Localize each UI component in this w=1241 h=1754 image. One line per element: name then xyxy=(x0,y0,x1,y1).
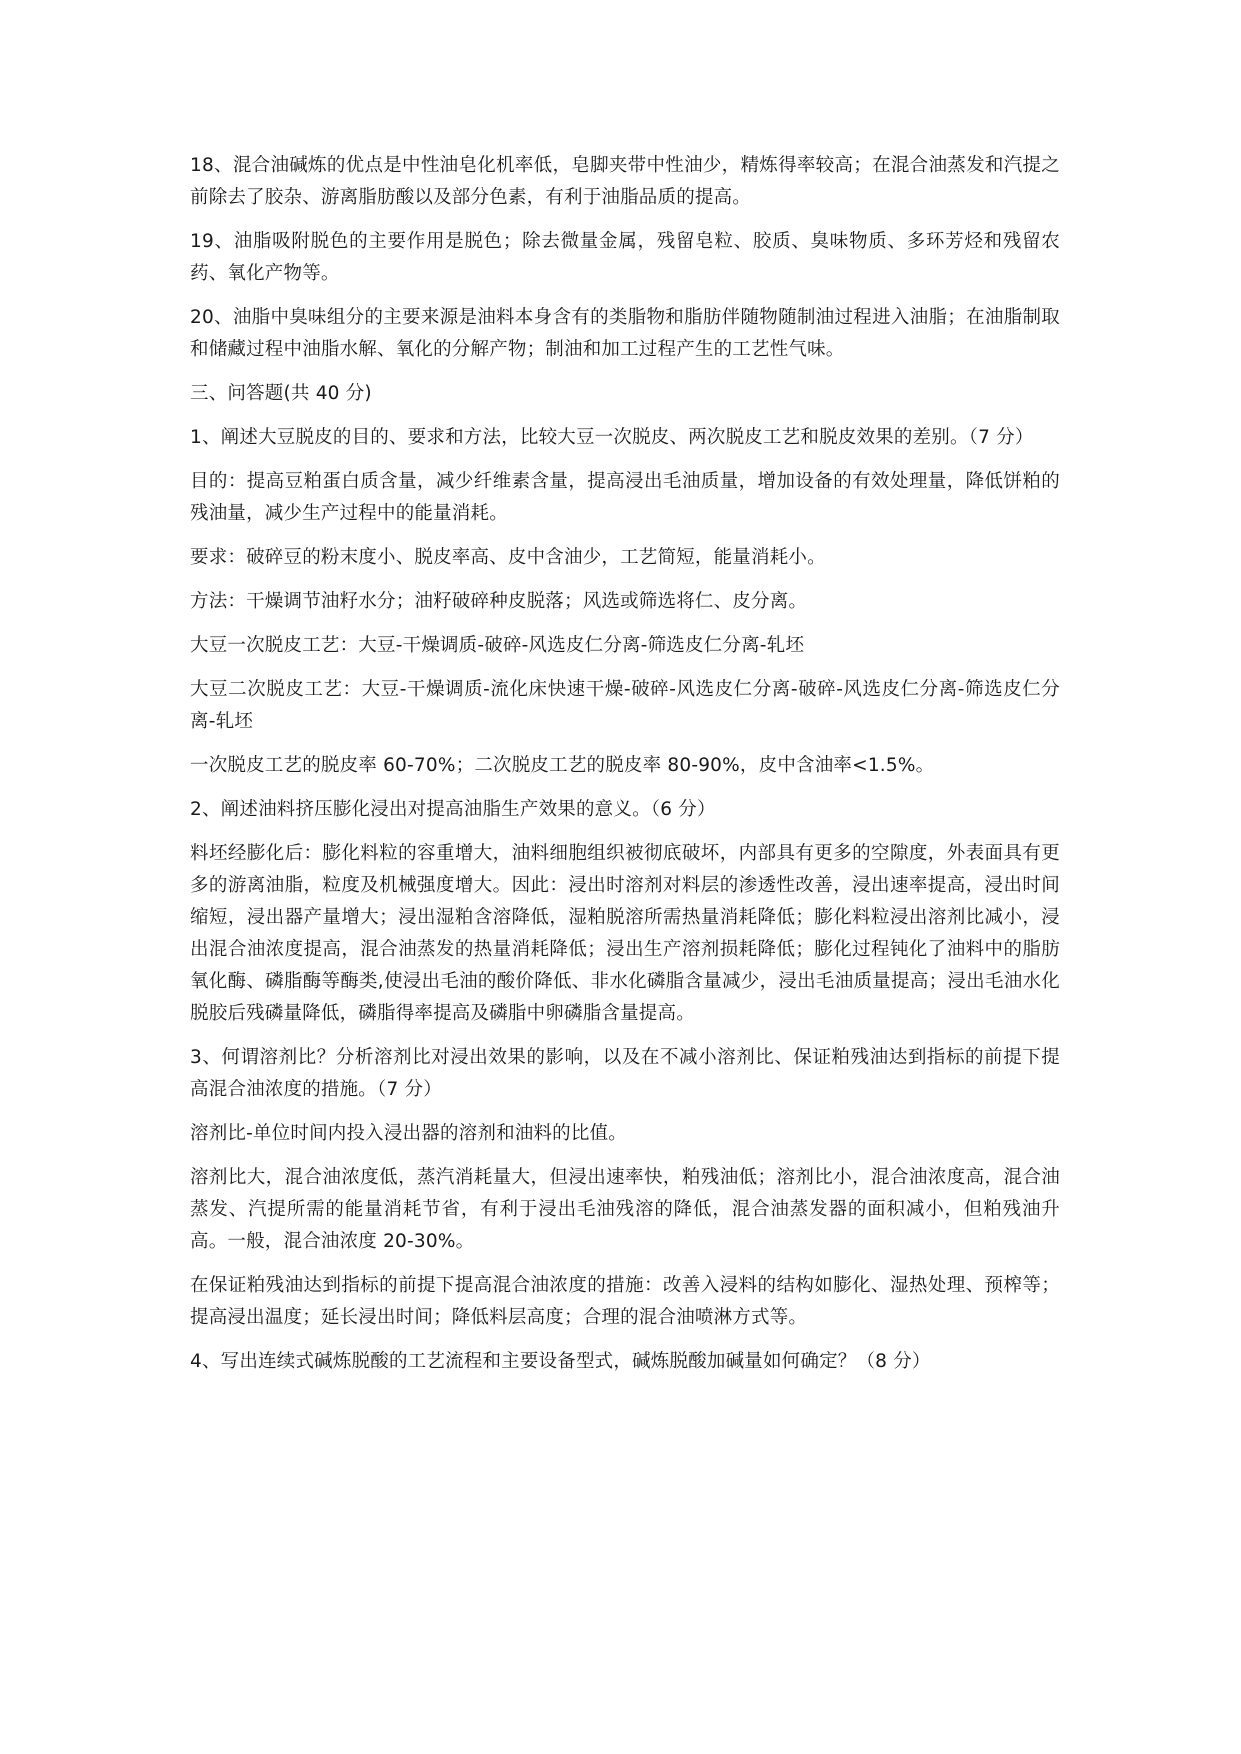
question-1: 1、阐述大豆脱皮的目的、要求和方法，比较大豆一次脱皮、两次脱皮工艺和脱皮效果的差别。（7 分） xyxy=(190,427,1034,448)
answer-1-requirements: 要求：破碎豆的粉末度小、脱皮率高、皮中含油少，工艺简短，能量消耗小。 xyxy=(190,547,826,568)
answer-2: 料坯经膨化后：膨化料粒的容重增大，油料细胞组织被彻底破坏，内部具有更多的空隙度，外表面具有更多的游离油脂，粒度及机械强度增大。因此：浸出时溶剂对料层的渗透性改善，浸出速率提高，浸出时间缩短，浸出器产量增大；浸出湿粕含溶降低，湿粕脱溶所需热量消耗降低；膨化料粒浸出溶剂比减小，浸出混合油浓度提高，混合油蒸发的热量消耗降低；浸出生产溶剂损耗降低；膨化过程钝化了油料中的脂肪氧化酶、磷脂酶等酶类,使浸出毛油的酸价降低、非水化磷脂含量减少，浸出毛油质量提高；浸出毛油水化脱胶后残磷量降低，磷脂得率提高及磷脂中卵磷脂含量提高。 xyxy=(190,843,1060,1024)
answer-1-purpose: 目的：提高豆粕蛋白质含量，减少纤维素含量，提高浸出毛油质量，增加设备的有效处理量，降低饼粕的残油量，减少生产过程中的能量消耗。 xyxy=(190,471,1060,524)
answer-1-method: 方法：干燥调节油籽水分；油籽破碎种皮脱落；风选或筛选将仁、皮分离。 xyxy=(190,591,808,612)
section-heading: 三、问答题(共 40 分) xyxy=(190,383,372,404)
answer-18: 18、混合油碱炼的优点是中性油皂化机率低，皂脚夹带中性油少，精炼得率较高；在混合油蒸发和汽提之前除去了胶杂、游离脂肪酸以及部分色素，有利于油脂品质的提高。 xyxy=(190,155,1060,208)
answer-3-measures: 在保证粕残油达到指标的前提下提高混合油浓度的措施：改善入浸料的结构如膨化、湿热处理、预榨等；提高浸出温度；延长浸出时间；降低料层高度；合理的混合油喷淋方式等。 xyxy=(190,1275,1060,1328)
answer-1-comparison: 一次脱皮工艺的脱皮率 60-70%；二次脱皮工艺的脱皮率 80-90%，皮中含油率<1.5%。 xyxy=(190,755,935,776)
answer-19: 19、油脂吸附脱色的主要作用是脱色；除去微量金属，残留皂粒、胶质、臭味物质、多环芳烃和残留农药、氧化产物等。 xyxy=(190,231,1060,284)
question-4: 4、写出连续式碱炼脱酸的工艺流程和主要设备型式，碱炼脱酸加碱量如何确定？（8 分） xyxy=(190,1351,931,1372)
answer-3-effect: 溶剂比大，混合油浓度低，蒸汽消耗量大，但浸出速率快，粕残油低；溶剂比小，混合油浓度高，混合油蒸发、汽提所需的能量消耗节省，有利于浸出毛油残溶的降低，混合油蒸发器的面积减小，但粕残油升高。一般，混合油浓度 20-30%。 xyxy=(190,1167,1060,1252)
answer-1-single-dehulling: 大豆一次脱皮工艺：大豆-干燥调质-破碎-风选皮仁分离-筛选皮仁分离-轧坯 xyxy=(190,635,805,656)
answer-3-definition: 溶剂比-单位时间内投入浸出器的溶剂和油料的比值。 xyxy=(190,1123,627,1144)
answer-20: 20、油脂中臭味组分的主要来源是油料本身含有的类脂物和脂肪伴随物随制油过程进入油脂；在油脂制取和储藏过程中油脂水解、氧化的分解产物；制油和加工过程产生的工艺性气味。 xyxy=(190,307,1060,360)
answer-1-double-dehulling: 大豆二次脱皮工艺：大豆-干燥调质-流化床快速干燥-破碎-风选皮仁分离-破碎-风选皮仁分离-筛选皮仁分离-轧坯 xyxy=(190,679,1060,732)
question-2: 2、阐述油料挤压膨化浸出对提高油脂生产效果的意义。（6 分） xyxy=(190,799,716,820)
document-page xyxy=(190,150,1060,1390)
question-3: 3、何谓溶剂比？分析溶剂比对浸出效果的影响，以及在不减小溶剂比、保证粕残油达到指标的前提下提高混合油浓度的措施。（7 分） xyxy=(190,1047,1060,1100)
